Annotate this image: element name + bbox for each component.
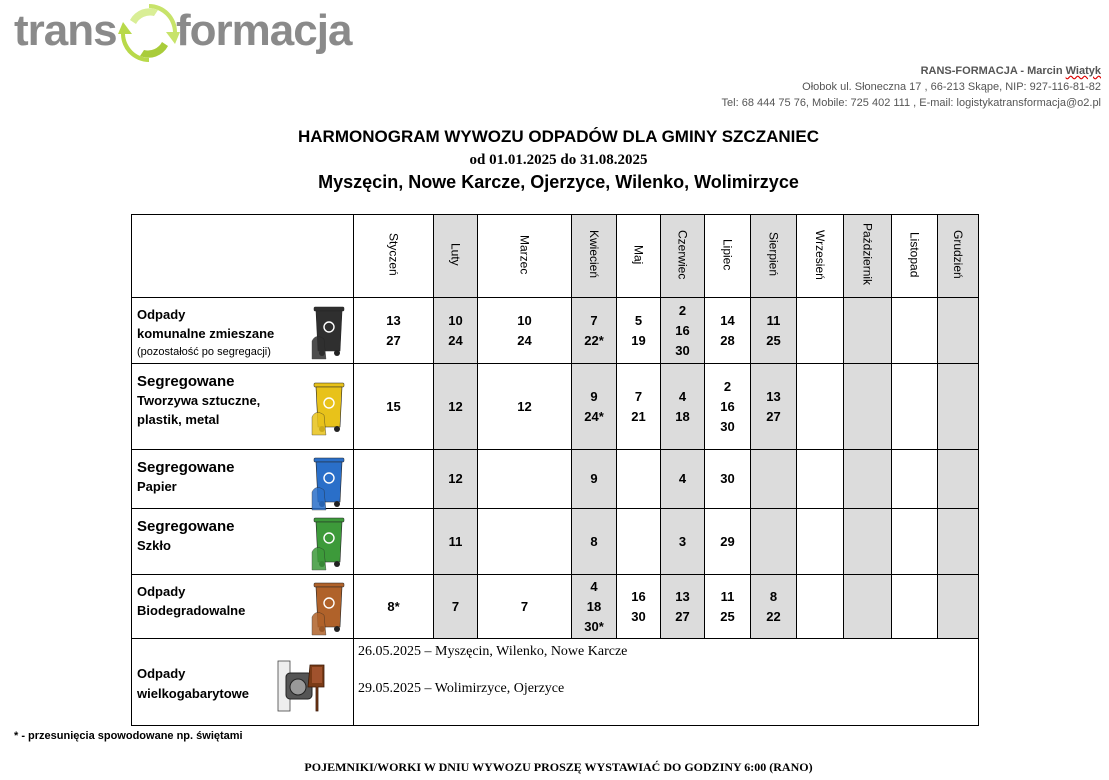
- pickup-day: 8: [769, 588, 778, 604]
- month-name: Październik: [860, 223, 875, 286]
- blue-bin-icon: [310, 452, 350, 515]
- pickup-dates-cell: [354, 364, 434, 450]
- pickup-dates-cell: [892, 509, 938, 575]
- pickup-dates-cell: [478, 509, 572, 575]
- pickup-dates-cell: [938, 298, 979, 364]
- pickup-dates-cell: [617, 509, 661, 575]
- pickup-dates-cell: [705, 509, 751, 575]
- month-name: Czerwiec: [675, 229, 690, 280]
- pickup-dates-cell: [751, 298, 797, 364]
- pickup-day: 13: [386, 312, 401, 328]
- corner-cell: [132, 215, 354, 298]
- month-name: Maj: [631, 244, 646, 265]
- pickup-day: 24*: [584, 408, 604, 424]
- pickup-dates-cell: [938, 450, 979, 509]
- pickup-day: 30: [675, 342, 690, 358]
- yellow-bin-icon: [310, 377, 350, 440]
- pickup-day: 7: [634, 388, 643, 404]
- pickup-day: 27: [766, 408, 781, 424]
- month-header-row: [132, 215, 979, 298]
- category-line3: plastik, metal: [137, 412, 220, 427]
- pickup-day: 30: [631, 608, 646, 624]
- month-name: Grudzień: [951, 230, 965, 279]
- pickup-day: 30: [720, 418, 735, 434]
- category-line2: wielkogabarytowe: [137, 686, 249, 701]
- pickup-dates-cell: [892, 364, 938, 450]
- month-name: Luty: [448, 243, 463, 266]
- pickup-dates-cell: [434, 575, 478, 639]
- waste-row: [132, 364, 979, 450]
- pickup-dates-cell: [661, 450, 705, 509]
- month-name: Lipiec: [720, 238, 735, 271]
- month-name: Styczeń: [386, 233, 401, 276]
- company-address: Ołobok ul. Słoneczna 17 , 66-213 Skąpe, NIP: 927-116-81-82: [802, 81, 1101, 93]
- pickup-day: 9: [590, 388, 598, 404]
- pickup-dates-cell: [434, 364, 478, 450]
- pickup-dates-cell: [434, 509, 478, 575]
- pickup-dates-cell: [617, 298, 661, 364]
- pickup-day: 2: [678, 302, 687, 318]
- pickup-dates-cell: [354, 509, 434, 575]
- category-line1: Segregowane: [137, 459, 235, 476]
- pickup-day: 2: [723, 378, 732, 394]
- logo-text-formacja: formacja: [176, 6, 352, 55]
- pickup-dates-cell: [661, 575, 705, 639]
- pickup-day: 22: [766, 608, 781, 624]
- pickup-day: 27: [386, 332, 401, 348]
- month-header: [354, 215, 434, 298]
- pickup-dates-cell: [572, 575, 617, 639]
- document-title: HARMONOGRAM WYWOZU ODPADÓW DLA GMINY SZCZANIEC: [298, 127, 819, 146]
- month-header: [705, 215, 751, 298]
- pickup-day: 18: [586, 598, 602, 614]
- waste-category: [132, 639, 354, 726]
- pickup-day: 3: [678, 533, 687, 549]
- month-header: [572, 215, 617, 298]
- pickup-dates-cell: [354, 575, 434, 639]
- pickup-dates-cell: [751, 575, 797, 639]
- bulky-waste-icon: [272, 657, 332, 718]
- month-header: [661, 215, 705, 298]
- month-name: Marzec: [517, 234, 532, 275]
- pickup-day: 22*: [584, 332, 604, 348]
- pickup-day: 12: [517, 398, 532, 414]
- category-line3: (pozostałość po segregacji): [137, 346, 271, 358]
- pickup-day: 18: [675, 408, 690, 424]
- month-header: [892, 215, 938, 298]
- pickup-day: 16: [631, 588, 646, 604]
- pickup-day: 16: [675, 322, 690, 338]
- pickup-day: 9: [590, 471, 598, 486]
- pickup-day: 12: [448, 471, 463, 486]
- pickup-dates-cell: [572, 450, 617, 509]
- waste-category: [132, 509, 354, 575]
- category-line1: Segregowane: [137, 373, 235, 390]
- brown-bin-icon: [310, 577, 350, 640]
- pickup-dates-cell: [892, 450, 938, 509]
- recycle-arrows-icon: [118, 2, 180, 64]
- waste-category: [132, 298, 354, 364]
- pickup-day: 24: [448, 332, 463, 348]
- footnote: * - przesunięcia spowodowane np. świętami: [14, 730, 243, 742]
- pickup-dates-cell: [434, 298, 478, 364]
- pickup-day: 28: [720, 332, 735, 348]
- pickup-dates-cell: [354, 450, 434, 509]
- pickup-day: 30: [720, 471, 735, 486]
- waste-category: [132, 450, 354, 509]
- pickup-dates-cell: [705, 298, 751, 364]
- company-name: [722, 63, 1101, 79]
- month-name: Kwiecień: [587, 230, 601, 279]
- month-name: Wrzesień: [813, 229, 827, 280]
- waste-category: [132, 575, 354, 639]
- company-logo: [14, 2, 354, 64]
- pickup-day: 10: [448, 312, 463, 328]
- pickup-day: 4: [678, 471, 687, 486]
- pickup-day: 7: [590, 312, 598, 328]
- pickup-dates-cell: [892, 298, 938, 364]
- waste-category: [132, 364, 354, 450]
- pickup-day: 11: [766, 312, 781, 328]
- company-contact: Tel: 68 444 75 76, Mobile: 725 402 111 , E-mail: logistykatransformacja@o2.pl: [721, 97, 1101, 109]
- pickup-day: 10: [517, 312, 532, 328]
- pickup-day: 5: [634, 312, 643, 328]
- pickup-dates-cell: [354, 298, 434, 364]
- pickup-day: 13: [675, 588, 690, 604]
- month-header: [844, 215, 892, 298]
- pickup-dates-cell: [434, 450, 478, 509]
- pickup-dates-cell: [478, 298, 572, 364]
- pickup-day: 25: [766, 332, 781, 348]
- pickup-day: 7: [451, 598, 460, 614]
- pickup-dates-cell: [705, 450, 751, 509]
- company-owner-surname: Wiatyk: [1065, 65, 1101, 77]
- pickup-day: 30*: [584, 618, 604, 634]
- bulky-date-2: 29.05.2025 – Wolimirzyce, Ojerzyce: [358, 681, 565, 696]
- pickup-dates-cell: [938, 509, 979, 575]
- green-bin-icon: [310, 512, 350, 575]
- pickup-dates-cell: [661, 509, 705, 575]
- pickup-day: 14: [720, 312, 735, 328]
- category-line2: Biodegradowalne: [137, 603, 246, 618]
- bulky-dates-cell: [354, 639, 979, 726]
- pickup-day: 25: [720, 608, 735, 624]
- pickup-dates-cell: [478, 364, 572, 450]
- pickup-dates-cell: [572, 298, 617, 364]
- pickup-day: 11: [720, 588, 735, 604]
- pickup-dates-cell: [661, 298, 705, 364]
- pickup-dates-cell: [705, 575, 751, 639]
- pickup-dates-cell: [844, 298, 892, 364]
- company-info: [722, 63, 1101, 111]
- pickup-day: 15: [386, 398, 401, 414]
- category-line1: Segregowane: [137, 518, 235, 535]
- bulky-waste-row: [132, 639, 979, 726]
- pickup-day: 27: [675, 608, 690, 624]
- pickup-dates-cell: [844, 509, 892, 575]
- category-line1: Odpady: [137, 584, 186, 599]
- month-header: [938, 215, 979, 298]
- pickup-day: 7: [520, 598, 529, 614]
- pickup-dates-cell: [797, 509, 844, 575]
- category-line1: Odpady: [137, 307, 186, 322]
- pickup-day: 8: [590, 533, 598, 549]
- pickup-dates-cell: [797, 575, 844, 639]
- localities: Myszęcin, Nowe Karcze, Ojerzyce, Wilenko, Wolimirzyce: [318, 172, 799, 192]
- pickup-dates-cell: [478, 450, 572, 509]
- category-line2: komunalne zmieszane: [137, 326, 275, 341]
- pickup-day: 4: [678, 388, 687, 404]
- pickup-dates-cell: [617, 575, 661, 639]
- company-name-prefix: RANS-FORMACJA - Marcin: [920, 65, 1066, 77]
- waste-row: [132, 298, 979, 364]
- black-bin-icon: [310, 301, 350, 364]
- pickup-dates-cell: [797, 364, 844, 450]
- pickup-day: 11: [448, 533, 463, 549]
- category-line2: Papier: [137, 479, 177, 494]
- pickup-day: 8*: [387, 598, 400, 614]
- pickup-dates-cell: [751, 450, 797, 509]
- pickup-dates-cell: [938, 575, 979, 639]
- pickup-dates-cell: [844, 364, 892, 450]
- category-line2: Szkło: [137, 538, 171, 553]
- pickup-dates-cell: [938, 364, 979, 450]
- pickup-day: 13: [766, 388, 781, 404]
- pickup-dates-cell: [797, 450, 844, 509]
- pickup-dates-cell: [844, 575, 892, 639]
- month-name: Sierpień: [766, 232, 781, 277]
- pickup-day: 4: [590, 578, 598, 594]
- pickup-day: 21: [631, 408, 646, 424]
- bulky-date-1: 26.05.2025 – Myszęcin, Wilenko, Nowe Karcze: [358, 644, 628, 659]
- pickup-dates-cell: [751, 364, 797, 450]
- pickup-dates-cell: [617, 364, 661, 450]
- pickup-dates-cell: [797, 298, 844, 364]
- date-range: od 01.01.2025 do 31.08.2025: [469, 152, 648, 168]
- pickup-dates-cell: [751, 509, 797, 575]
- pickup-day: 29: [720, 533, 735, 549]
- waste-row: [132, 509, 979, 575]
- month-header: [797, 215, 844, 298]
- month-header: [478, 215, 572, 298]
- bottom-note: POJEMNIKI/WORKI W DNIU WYWOZU PROSZĘ WYSTAWIAĆ DO GODZINY 6:00 (RANO): [304, 760, 813, 774]
- waste-row: [132, 450, 979, 509]
- month-name: Listopad: [907, 231, 922, 278]
- schedule-table: [131, 214, 979, 726]
- pickup-dates-cell: [572, 364, 617, 450]
- logo-text-trans: trans: [14, 6, 117, 55]
- month-header: [751, 215, 797, 298]
- pickup-dates-cell: [617, 450, 661, 509]
- pickup-dates-cell: [892, 575, 938, 639]
- pickup-dates-cell: [572, 509, 617, 575]
- pickup-day: 19: [631, 332, 646, 348]
- waste-row: [132, 575, 979, 639]
- pickup-day: 12: [448, 398, 463, 414]
- month-header: [617, 215, 661, 298]
- pickup-day: 16: [720, 398, 735, 414]
- category-line2: Tworzywa sztuczne,: [137, 393, 261, 408]
- pickup-dates-cell: [478, 575, 572, 639]
- pickup-dates-cell: [844, 450, 892, 509]
- pickup-dates-cell: [705, 364, 751, 450]
- month-header: [434, 215, 478, 298]
- pickup-day: 24: [517, 332, 532, 348]
- category-line1: Odpady: [137, 666, 186, 681]
- pickup-dates-cell: [661, 364, 705, 450]
